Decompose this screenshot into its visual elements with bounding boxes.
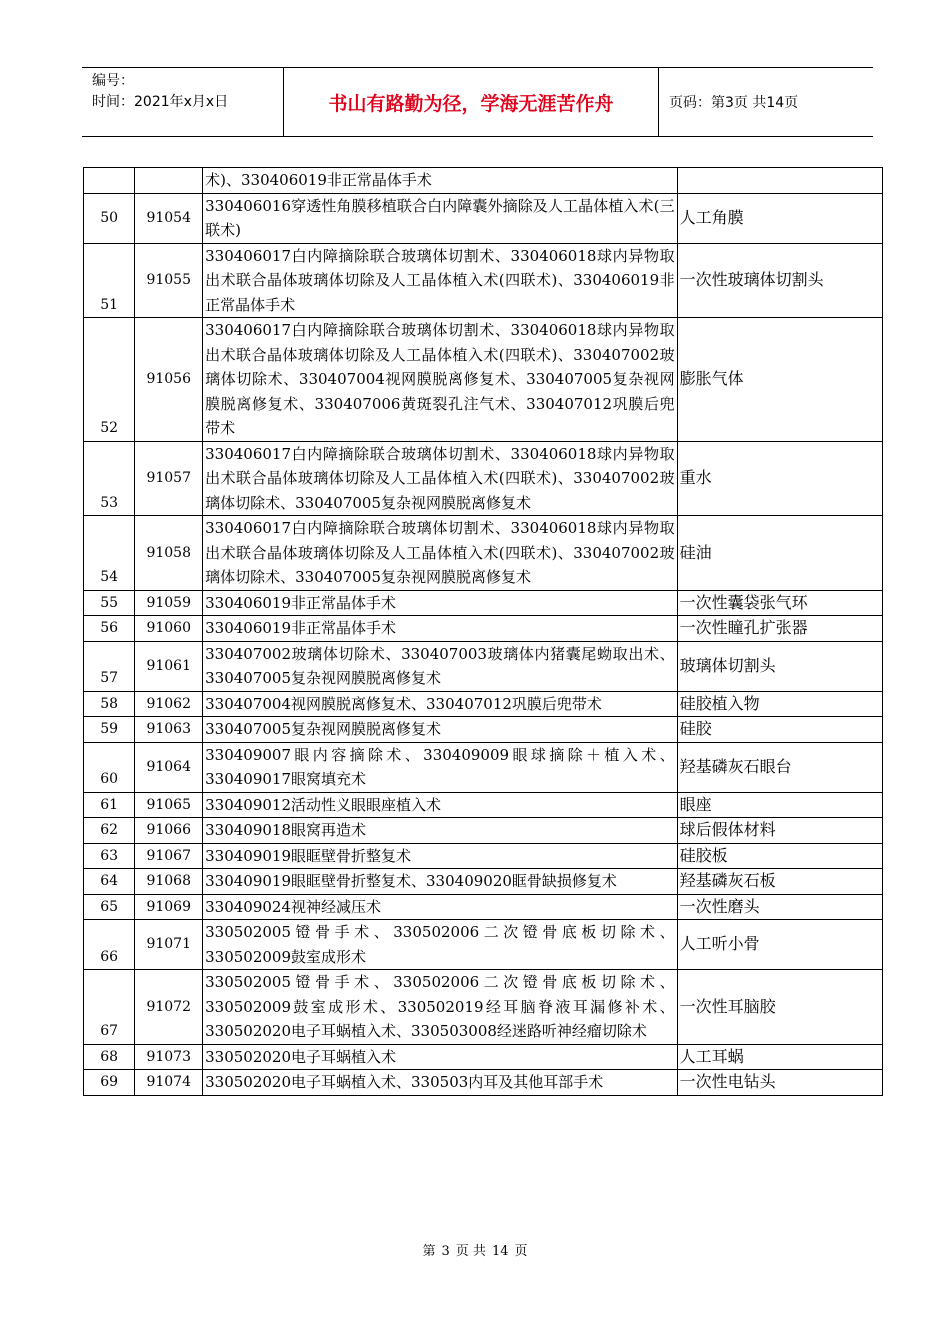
seq-cell: 61 [84,792,135,818]
footer-suffix: 页 [514,1244,528,1259]
table-row [84,717,883,743]
procedures-cell: 330502005镫骨手术、330502006二次镫骨底板切除术、330502009鼓室成形术 [203,920,677,970]
table-row [84,516,883,591]
table-row [84,920,883,970]
code-cell: 91058 [135,516,203,591]
procedures-cell: 330409007眼内容摘除术、330409009眼球摘除＋植入术、330409017眼窝填充术 [203,742,677,792]
material-cell: 球后假体材料 [677,818,882,844]
seq-cell: 55 [84,590,135,616]
material-cell: 膨胀气体 [677,318,882,442]
code-cell: 91073 [135,1044,203,1070]
material-cell: 硅油 [677,516,882,591]
code-cell: 91064 [135,742,203,792]
procedures-cell: 术)、330406019非正常晶体手术 [203,168,677,194]
code-cell: 91067 [135,843,203,869]
procedures-cell: 330502020电子耳蜗植入术 [203,1044,677,1070]
procedures-cell: 330406017白内障摘除联合玻璃体切割术、330406018球内异物取出术联合晶体玻璃体切除及人工晶体植入术(四联术)、330406019非正常晶体手术 [203,243,677,318]
seq-cell: 53 [84,441,135,516]
seq-cell: 63 [84,843,135,869]
footer-page-number: 3 [441,1244,450,1259]
procedures-cell: 330409012活动性义眼眼座植入术 [203,792,677,818]
procedures-cell: 330407004视网膜脱离修复术、330407012巩膜后兜带术 [203,691,677,717]
procedures-cell: 330406017白内障摘除联合玻璃体切割术、330406018球内异物取出术联合晶体玻璃体切除及人工晶体植入术(四联术)、330407002玻璃体切除术、330407004视网膜脱离修复术、330407005复杂视网膜脱离修复术、330407006黄斑裂孔注气术、330407012巩膜后兜带术 [203,318,677,442]
procedures-cell: 330406017白内障摘除联合玻璃体切割术、330406018球内异物取出术联合晶体玻璃体切除及人工晶体植入术(四联术)、330407002玻璃体切除术、330407005复杂视网膜脱离修复术 [203,516,677,591]
document-number-label: 编号： [92,73,134,89]
table-row [84,1070,883,1096]
seq-cell: 54 [84,516,135,591]
material-cell: 人工耳蜗 [677,1044,882,1070]
procedures-cell: 330502020电子耳蜗植入术、330503内耳及其他耳部手术 [203,1070,677,1096]
seq-cell: 69 [84,1070,135,1096]
material-cell: 一次性囊袋张气环 [677,590,882,616]
material-cell: 一次性耳脑胶 [677,970,882,1045]
table-row [84,193,883,243]
table-row [84,168,883,194]
table-row [84,441,883,516]
page-header [82,67,873,137]
table-row [84,590,883,616]
procedures-cell: 330406019非正常晶体手术 [203,616,677,642]
code-cell: 91063 [135,717,203,743]
document-time-label: 时间：2021年x月x日 [92,94,229,110]
header-meta [82,68,284,136]
seq-cell: 56 [84,616,135,642]
seq-cell: 59 [84,717,135,743]
procedures-cell: 330406017白内障摘除联合玻璃体切割术、330406018球内异物取出术联合晶体玻璃体切除及人工晶体植入术(四联术)、330407002玻璃体切除术、330407005复杂视网膜脱离修复术 [203,441,677,516]
code-cell: 91065 [135,792,203,818]
material-cell: 硅胶 [677,717,882,743]
material-cell: 重水 [677,441,882,516]
material-cell: 一次性瞳孔扩张器 [677,616,882,642]
page-footer [0,1240,950,1259]
table-row [84,318,883,442]
table-row [84,869,883,895]
table-row [84,894,883,920]
table-body [84,168,883,1096]
footer-total-pages: 14 [491,1244,509,1259]
procedures-cell: 330409024视神经减压术 [203,894,677,920]
table-row [84,691,883,717]
code-cell: 91062 [135,691,203,717]
header-motto: 书山有路勤为径，学海无涯苦作舟 [284,68,659,136]
material-cell: 一次性电钻头 [677,1070,882,1096]
code-cell: 91057 [135,441,203,516]
procedures-cell: 330406019非正常晶体手术 [203,590,677,616]
table-row [84,641,883,691]
code-cell [135,168,203,194]
procedures-cell: 330409019眼眶壁骨折整复术 [203,843,677,869]
seq-cell: 50 [84,193,135,243]
procedures-cell: 330406016穿透性角膜移植联合白内障囊外摘除及人工晶体植入术(三联术) [203,193,677,243]
material-cell: 玻璃体切割头 [677,641,882,691]
table-row [84,843,883,869]
procedures-cell: 330409018眼窝再造术 [203,818,677,844]
material-cell: 硅胶植入物 [677,691,882,717]
seq-cell: 52 [84,318,135,442]
footer-prefix: 第 [422,1244,436,1259]
procedures-cell: 330502005镫骨手术、330502006二次镫骨底板切除术、330502009鼓室成形术、330502019经耳脑脊液耳漏修补术、330502020电子耳蜗植入术、330503008经迷路听神经瘤切除术 [203,970,677,1045]
seq-cell: 66 [84,920,135,970]
code-cell: 91066 [135,818,203,844]
table-row [84,742,883,792]
material-cell: 人工听小骨 [677,920,882,970]
material-cell: 硅胶板 [677,843,882,869]
seq-cell: 60 [84,742,135,792]
table-row [84,818,883,844]
material-cell [677,168,882,194]
material-cell: 眼座 [677,792,882,818]
material-cell: 人工角膜 [677,193,882,243]
code-cell: 91059 [135,590,203,616]
seq-cell: 67 [84,970,135,1045]
code-cell: 91061 [135,641,203,691]
seq-cell: 51 [84,243,135,318]
code-cell: 91071 [135,920,203,970]
seq-cell [84,168,135,194]
seq-cell: 68 [84,1044,135,1070]
code-cell: 91060 [135,616,203,642]
procedures-cell: 330407005复杂视网膜脱离修复术 [203,717,677,743]
code-cell: 91054 [135,193,203,243]
code-cell: 91069 [135,894,203,920]
table-row [84,1044,883,1070]
seq-cell: 62 [84,818,135,844]
material-cell: 一次性玻璃体切割头 [677,243,882,318]
code-cell: 91074 [135,1070,203,1096]
table-row [84,970,883,1045]
material-cell: 一次性磨头 [677,894,882,920]
procedure-material-table [83,167,883,1096]
code-cell: 91068 [135,869,203,895]
seq-cell: 65 [84,894,135,920]
footer-mid: 页 共 [455,1244,486,1259]
material-cell: 羟基磷灰石眼台 [677,742,882,792]
code-cell: 91055 [135,243,203,318]
table-row [84,792,883,818]
seq-cell: 58 [84,691,135,717]
material-cell: 羟基磷灰石板 [677,869,882,895]
seq-cell: 64 [84,869,135,895]
table-row [84,243,883,318]
procedures-cell: 330407002玻璃体切除术、330407003玻璃体内猪囊尾蚴取出术、330407005复杂视网膜脱离修复术 [203,641,677,691]
procedures-cell: 330409019眼眶壁骨折整复术、330409020眶骨缺损修复术 [203,869,677,895]
code-cell: 91072 [135,970,203,1045]
code-cell: 91056 [135,318,203,442]
seq-cell: 57 [84,641,135,691]
table-row [84,616,883,642]
header-page-info: 页码：第3页 共14页 [669,95,799,111]
